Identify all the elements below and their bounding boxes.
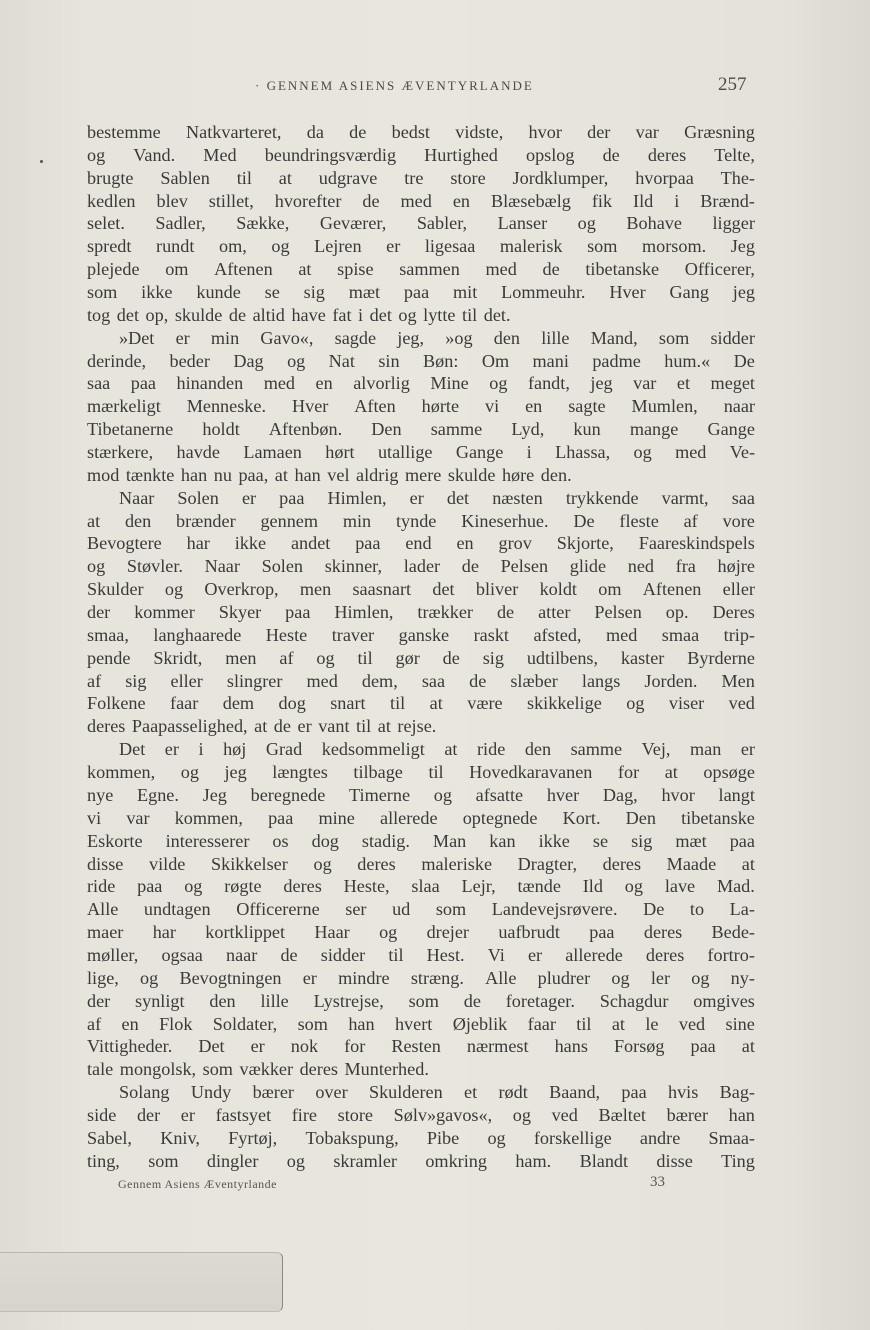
text-line: plejede om Aftenen at spise sammen med de tibetanske Officerer,	[87, 259, 755, 280]
text-line: stærkere, havde Lamaen hørt utallige Gange i Lhassa, og med Ve-	[87, 442, 755, 463]
text-line: tog det op, skulde de altid have fat i det og lytte til det.	[87, 304, 511, 325]
text-line: at den brænder gennem min tynde Kineserhue. De fleste af vore	[87, 510, 755, 531]
text-line: Sabel, Kniv, Fyrtøj, Tobakspung, Pibe og forskellige andre Smaa-	[87, 1127, 755, 1148]
text-line: kommen, og jeg længtes tilbage til Hovedkaravanen for at opsøge	[87, 762, 755, 783]
text-line: »Det er min Gavo«, sagde jeg, »og den lille Mand, som sidder	[119, 327, 755, 348]
text-line: mærkeligt Menneske. Hver Aften hørte vi en sagte Mumlen, naar	[87, 396, 755, 417]
text-line: Vittigheder. Det er nok for Resten nærmest hans Forsøg paa at	[87, 1036, 755, 1057]
text-line: og Støvler. Naar Solen skinner, lader de Pelsen glide ned fra højre	[87, 556, 755, 577]
text-line: maer har kortklippet Haar og drejer uafbrudt paa deres Bede-	[87, 922, 755, 943]
text-line: der kommer Skyer paa Himlen, trækker de atter Pelsen op. Deres	[87, 602, 755, 623]
text-line: af en Flok Soldater, som han hvert Øjeblik faar til at le ved sine	[87, 1013, 755, 1034]
text-line: som ikke kunde se sig mæt paa mit Lommeuhr. Hver Gang jeg	[87, 282, 755, 303]
text-line: der synligt den lille Lystrejse, som de foretager. Schagdur omgives	[87, 990, 755, 1011]
scan-bleed-box	[0, 1252, 283, 1312]
sheet-number: 33	[650, 1174, 665, 1190]
running-head: · GENNEM ASIENS ÆVENTYRLANDE	[255, 78, 534, 93]
text-line: Bevogtere har ikke andet paa end en grov Skjorte, Faareskindspels	[87, 533, 755, 554]
text-line: Alle undtagen Officererne ser ud som Landevejsrøvere. De to La-	[87, 899, 755, 920]
text-line: vi var kommen, paa mine allerede optegnede Kort. Den tibetanske	[87, 807, 755, 828]
margin-speck	[40, 160, 43, 163]
text-line: smaa, langhaarede Heste traver ganske raskt afsted, med smaa trip-	[87, 624, 755, 645]
text-line: saa paa hinanden med en alvorlig Mine og fandt, jeg var et meget	[87, 373, 755, 394]
text-line: Eskorte interesserer os dog stadig. Man kan ikke se sig mæt paa	[87, 830, 755, 851]
text-line: Tibetanerne holdt Aftenbøn. Den samme Lyd, kun mange Gange	[87, 419, 755, 440]
text-line: Det er i høj Grad kedsommeligt at ride den samme Vej, man er	[119, 739, 755, 760]
text-line: pende Skridt, men af og til gør de sig udtilbens, kaster Byrderne	[87, 647, 755, 668]
text-line: ride paa og røgte deres Heste, slaa Lejr, tænde Ild og lave Mad.	[87, 876, 755, 897]
text-line: selet. Sadler, Sække, Geværer, Sabler, Lanser og Bohave ligger	[87, 213, 755, 234]
text-line: møller, ogsaa naar de sidder til Hest. Vi er allerede deres fortro-	[87, 944, 755, 965]
text-line: Skulder og Overkrop, men saasnart det bliver koldt om Aftenen eller	[87, 579, 755, 600]
text-line: ting, som dingler og skramler omkring ham. Blandt disse Ting	[87, 1150, 755, 1171]
page-number: 257	[718, 74, 747, 95]
text-line: deres Paapasselighed, at de er vant til at rejse.	[87, 716, 437, 737]
text-line: disse vilde Skikkelser og deres maleriske Dragter, deres Maade at	[87, 853, 755, 874]
text-line: tale mongolsk, som vækker deres Munterhed.	[87, 1059, 429, 1080]
text-line: bestemme Natkvarteret, da de bedst vidste, hvor der var Græsning	[87, 122, 755, 142]
text-line: lige, og Bevogtningen er mindre stræng. Alle pludrer og ler og ny-	[87, 967, 755, 988]
text-line: kedlen blev stillet, hvorefter de med en Blæsebælg fik Ild i Brænd-	[87, 190, 755, 211]
text-line: Solang Undy bærer over Skulderen et rødt Baand, paa hvis Bag-	[119, 1082, 755, 1103]
text-line: brugte Sablen til at udgrave tre store Jordklumper, hvorpaa The-	[87, 167, 755, 188]
text-line: side der er fastsyet fire store Sølv»gavos«, og ved Bæltet bærer han	[87, 1104, 755, 1125]
text-line: Naar Solen er paa Himlen, er det næsten trykkende varmt, saa	[119, 487, 755, 508]
body-text	[87, 121, 755, 1173]
text-line: og Vand. Med beundringsværdig Hurtighed opslog de deres Telte,	[87, 144, 755, 165]
text-line: spredt rundt om, og Lejren er ligesaa malerisk som morsom. Jeg	[87, 236, 755, 257]
printer-signature: Gennem Asiens Æventyrlande	[118, 1177, 277, 1191]
text-line: nye Egne. Jeg beregnede Timerne og afsatte hver Dag, hvor langt	[87, 784, 755, 805]
text-line: af sig eller slingrer med dem, saa de slæber langs Jorden. Men	[87, 670, 755, 691]
text-line: derinde, beder Dag og Nat sin Bøn: Om mani padme hum.« De	[87, 350, 755, 371]
text-line: Folkene faar dem dog snart til at være skikkelige og viser ved	[87, 693, 755, 714]
text-line: mod tænkte han nu paa, at han vel aldrig mere skulde høre den.	[87, 464, 572, 485]
